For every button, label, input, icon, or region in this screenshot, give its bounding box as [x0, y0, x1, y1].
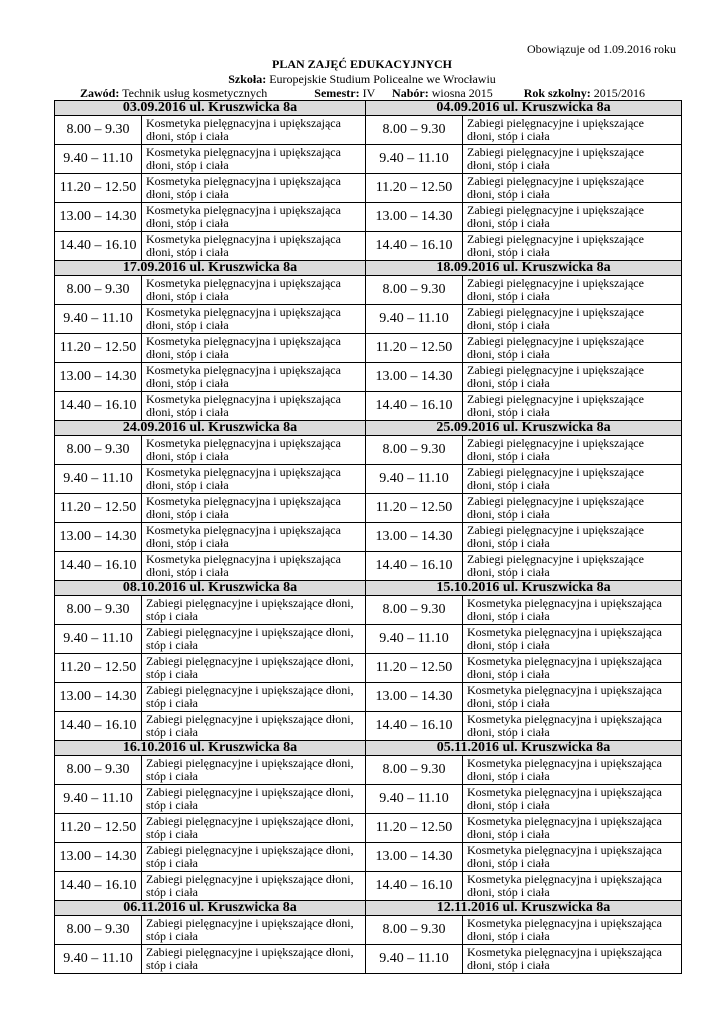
subject-line: Zabiegi pielęgnacyjne i upiększające — [467, 276, 644, 290]
subject-line: stóp i ciała — [146, 725, 198, 739]
time-slot-row — [55, 465, 682, 494]
subject-line: Zabiegi pielęgnacyjne i upiększające — [467, 116, 644, 130]
time-slot-left: 14.40 – 16.10 — [55, 872, 142, 901]
subject-left — [142, 916, 366, 945]
time-slot-right: 8.00 – 9.30 — [366, 756, 463, 785]
time-slot-left: 11.20 – 12.50 — [55, 334, 142, 363]
subject-line: Kosmetyka pielęgnacyjna i upiększająca — [467, 785, 662, 799]
time-slot-left: 8.00 – 9.30 — [55, 596, 142, 625]
date-header-left: 08.10.2016 ul. Kruszwicka 8a — [55, 581, 366, 596]
subject-line: Zabiegi pielęgnacyjne i upiększające — [467, 334, 644, 348]
subject-right — [463, 552, 682, 581]
subject-line: dłoni, stóp i ciała — [146, 478, 229, 492]
time-slot-right: 9.40 – 11.10 — [366, 945, 463, 974]
time-slot-right: 9.40 – 11.10 — [366, 465, 463, 494]
subject-right — [463, 625, 682, 654]
subject-line: stóp i ciała — [146, 798, 198, 812]
subject-line: Kosmetyka pielęgnacyjna i upiększająca — [146, 145, 341, 159]
subject-line: Zabiegi pielęgnacyjne i upiększające — [467, 232, 644, 246]
date-header-row — [55, 421, 682, 436]
subject-line: dłoni, stóp i ciała — [467, 507, 550, 521]
subject-line: Kosmetyka pielęgnacyjna i upiększająca — [146, 276, 341, 290]
subject-line: dłoni, stóp i ciała — [146, 187, 229, 201]
subject-line: dłoni, stóp i ciała — [467, 478, 550, 492]
subject-right — [463, 756, 682, 785]
subject-line: dłoni, stóp i ciała — [146, 318, 229, 332]
subject-line: Kosmetyka pielęgnacyjna i upiększająca — [146, 305, 341, 319]
date-header-right: 05.11.2016 ul. Kruszwicka 8a — [366, 741, 682, 756]
subject-line: Zabiegi pielęgnacyjne i upiększające dłoni, — [146, 712, 354, 726]
time-slot-left: 11.20 – 12.50 — [55, 494, 142, 523]
subject-right — [463, 436, 682, 465]
subject-right — [463, 843, 682, 872]
subject-line: dłoni, stóp i ciała — [467, 696, 550, 710]
subject-right — [463, 334, 682, 363]
subject-left — [142, 232, 366, 261]
time-slot-row — [55, 785, 682, 814]
subject-line: Zabiegi pielęgnacyjne i upiększające — [467, 465, 644, 479]
subject-left — [142, 203, 366, 232]
time-slot-right: 14.40 – 16.10 — [366, 552, 463, 581]
subject-line: Kosmetyka pielęgnacyjna i upiększająca — [146, 552, 341, 566]
subject-right — [463, 596, 682, 625]
subject-line: dłoni, stóp i ciała — [146, 376, 229, 390]
subject-left — [142, 276, 366, 305]
time-slot-row — [55, 683, 682, 712]
subject-line: dłoni, stóp i ciała — [146, 565, 229, 579]
subject-line: dłoni, stóp i ciała — [467, 158, 550, 172]
subject-left — [142, 843, 366, 872]
time-slot-row — [55, 814, 682, 843]
time-slot-left: 9.40 – 11.10 — [55, 305, 142, 334]
time-slot-right: 9.40 – 11.10 — [366, 625, 463, 654]
date-header-left: 06.11.2016 ul. Kruszwicka 8a — [55, 901, 366, 916]
subject-line: Zabiegi pielęgnacyjne i upiększające dłoni, — [146, 814, 354, 828]
subject-line: Kosmetyka pielęgnacyjna i upiększająca — [146, 494, 341, 508]
subject-line: dłoni, stóp i ciała — [467, 929, 550, 943]
time-slot-left: 13.00 – 14.30 — [55, 363, 142, 392]
subject-line: dłoni, stóp i ciała — [146, 129, 229, 143]
semester-label: Semestr: — [314, 86, 360, 100]
meta-line — [80, 86, 645, 101]
time-slot-row — [55, 116, 682, 145]
time-slot-row — [55, 232, 682, 261]
time-slot-left: 11.20 – 12.50 — [55, 654, 142, 683]
subject-line: dłoni, stóp i ciała — [467, 245, 550, 259]
subject-right — [463, 305, 682, 334]
intake-label: Nabór: — [392, 86, 429, 100]
date-header-left: 16.10.2016 ul. Kruszwicka 8a — [55, 741, 366, 756]
subject-line: Zabiegi pielęgnacyjne i upiększające — [467, 145, 644, 159]
subject-line: dłoni, stóp i ciała — [146, 289, 229, 303]
time-slot-row — [55, 945, 682, 974]
subject-line: Zabiegi pielęgnacyjne i upiększające — [467, 203, 644, 217]
time-slot-left: 13.00 – 14.30 — [55, 203, 142, 232]
subject-line: Zabiegi pielęgnacyjne i upiększające — [467, 494, 644, 508]
subject-line: Zabiegi pielęgnacyjne i upiększające dłoni, — [146, 756, 354, 770]
time-slot-row — [55, 843, 682, 872]
time-slot-row — [55, 436, 682, 465]
subject-line: dłoni, stóp i ciała — [467, 827, 550, 841]
subject-line: Kosmetyka pielęgnacyjna i upiększająca — [467, 625, 662, 639]
subject-line: dłoni, stóp i ciała — [467, 638, 550, 652]
subject-line: Zabiegi pielęgnacyjne i upiększające dłoni, — [146, 843, 354, 857]
time-slot-right: 11.20 – 12.50 — [366, 494, 463, 523]
subject-right — [463, 523, 682, 552]
subject-line: dłoni, stóp i ciała — [467, 187, 550, 201]
time-slot-right: 14.40 – 16.10 — [366, 712, 463, 741]
subject-right — [463, 174, 682, 203]
subject-line: stóp i ciała — [146, 769, 198, 783]
subject-line: Zabiegi pielęgnacyjne i upiększające — [467, 552, 644, 566]
subject-line: Kosmetyka pielęgnacyjna i upiększająca — [467, 756, 662, 770]
subject-line: Kosmetyka pielęgnacyjna i upiększająca — [467, 945, 662, 959]
time-slot-right: 11.20 – 12.50 — [366, 174, 463, 203]
time-slot-row — [55, 916, 682, 945]
time-slot-right: 14.40 – 16.10 — [366, 232, 463, 261]
time-slot-right: 13.00 – 14.30 — [366, 843, 463, 872]
time-slot-row — [55, 596, 682, 625]
subject-line: Zabiegi pielęgnacyjne i upiększające dłoni, — [146, 916, 354, 930]
subject-right — [463, 712, 682, 741]
time-slot-right: 8.00 – 9.30 — [366, 116, 463, 145]
subject-line: dłoni, stóp i ciała — [467, 318, 550, 332]
subject-line: Zabiegi pielęgnacyjne i upiększające dłoni, — [146, 683, 354, 697]
subject-line: dłoni, stóp i ciała — [146, 405, 229, 419]
date-header-row — [55, 741, 682, 756]
subject-line: stóp i ciała — [146, 667, 198, 681]
subject-line: dłoni, stóp i ciała — [467, 129, 550, 143]
school-value: Europejskie Studium Policealne we Wrocławiu — [269, 72, 496, 86]
subject-line: dłoni, stóp i ciała — [467, 536, 550, 550]
subject-right — [463, 872, 682, 901]
time-slot-left: 13.00 – 14.30 — [55, 523, 142, 552]
subject-line: Zabiegi pielęgnacyjne i upiększające dłoni, — [146, 872, 354, 886]
time-slot-row — [55, 494, 682, 523]
subject-line: Kosmetyka pielęgnacyjna i upiększająca — [467, 872, 662, 886]
subject-line: stóp i ciała — [146, 856, 198, 870]
subject-right — [463, 945, 682, 974]
time-slot-left: 8.00 – 9.30 — [55, 276, 142, 305]
subject-left — [142, 945, 366, 974]
subject-left — [142, 785, 366, 814]
time-slot-row — [55, 712, 682, 741]
subject-line: Kosmetyka pielęgnacyjna i upiększająca — [146, 363, 341, 377]
subject-right — [463, 683, 682, 712]
subject-left — [142, 625, 366, 654]
semester-value: IV — [362, 86, 376, 100]
time-slot-left: 9.40 – 11.10 — [55, 465, 142, 494]
subject-right — [463, 814, 682, 843]
subject-line: dłoni, stóp i ciała — [467, 958, 550, 972]
subject-left — [142, 436, 366, 465]
school-year-value: 2015/2016 — [593, 86, 646, 100]
time-slot-left: 9.40 – 11.10 — [55, 145, 142, 174]
subject-left — [142, 305, 366, 334]
time-slot-row — [55, 203, 682, 232]
subject-left — [142, 523, 366, 552]
subject-line: dłoni, stóp i ciała — [467, 376, 550, 390]
subject-left — [142, 654, 366, 683]
date-header-row — [55, 101, 682, 116]
subject-right — [463, 145, 682, 174]
subject-line: Kosmetyka pielęgnacyjna i upiększająca — [467, 814, 662, 828]
subject-right — [463, 465, 682, 494]
subject-line: stóp i ciała — [146, 609, 198, 623]
subject-line: Kosmetyka pielęgnacyjna i upiększająca — [146, 203, 341, 217]
subject-left — [142, 145, 366, 174]
time-slot-left: 8.00 – 9.30 — [55, 916, 142, 945]
subject-line: Kosmetyka pielęgnacyjna i upiększająca — [467, 712, 662, 726]
time-slot-row — [55, 305, 682, 334]
date-header-row — [55, 261, 682, 276]
subject-right — [463, 116, 682, 145]
intake-value: wiosna 2015 — [431, 86, 493, 100]
subject-left — [142, 596, 366, 625]
time-slot-right: 9.40 – 11.10 — [366, 305, 463, 334]
subject-line: dłoni, stóp i ciała — [467, 856, 550, 870]
subject-left — [142, 174, 366, 203]
time-slot-row — [55, 872, 682, 901]
time-slot-row — [55, 625, 682, 654]
subject-line: dłoni, stóp i ciała — [467, 769, 550, 783]
date-header-right: 25.09.2016 ul. Kruszwicka 8a — [366, 421, 682, 436]
subject-line: stóp i ciała — [146, 885, 198, 899]
subject-line: Zabiegi pielęgnacyjne i upiększające — [467, 523, 644, 537]
subject-left — [142, 392, 366, 421]
subject-line: Zabiegi pielęgnacyjne i upiększające — [467, 363, 644, 377]
subject-line: Zabiegi pielęgnacyjne i upiększające dłoni, — [146, 596, 354, 610]
subject-left — [142, 756, 366, 785]
school-label: Szkoła: — [228, 72, 267, 86]
time-slot-left: 9.40 – 11.10 — [55, 625, 142, 654]
subject-line: dłoni, stóp i ciała — [467, 798, 550, 812]
subject-line: Zabiegi pielęgnacyjne i upiększające dłoni, — [146, 785, 354, 799]
time-slot-right: 13.00 – 14.30 — [366, 203, 463, 232]
subject-line: Kosmetyka pielęgnacyjna i upiększająca — [146, 174, 341, 188]
time-slot-row — [55, 334, 682, 363]
date-header-left: 03.09.2016 ul. Kruszwicka 8a — [55, 101, 366, 116]
subject-left — [142, 334, 366, 363]
time-slot-left: 14.40 – 16.10 — [55, 552, 142, 581]
subject-line: dłoni, stóp i ciała — [146, 158, 229, 172]
time-slot-row — [55, 174, 682, 203]
subject-line: Kosmetyka pielęgnacyjna i upiększająca — [146, 116, 341, 130]
time-slot-right: 11.20 – 12.50 — [366, 814, 463, 843]
subject-line: Kosmetyka pielęgnacyjna i upiększająca — [467, 683, 662, 697]
time-slot-left: 9.40 – 11.10 — [55, 945, 142, 974]
subject-line: Kosmetyka pielęgnacyjna i upiększająca — [146, 392, 341, 406]
time-slot-row — [55, 145, 682, 174]
subject-line: stóp i ciała — [146, 929, 198, 943]
time-slot-left: 14.40 – 16.10 — [55, 232, 142, 261]
profession-value: Technik usług kosmetycznych — [122, 86, 268, 100]
subject-line: Kosmetyka pielęgnacyjna i upiększająca — [146, 465, 341, 479]
valid-from-note: Obowiązuje od 1.09.2016 roku — [527, 42, 676, 56]
subject-line: Zabiegi pielęgnacyjne i upiększające dłoni, — [146, 625, 354, 639]
time-slot-row — [55, 552, 682, 581]
time-slot-left: 9.40 – 11.10 — [55, 785, 142, 814]
date-header-left: 17.09.2016 ul. Kruszwicka 8a — [55, 261, 366, 276]
time-slot-right: 8.00 – 9.30 — [366, 596, 463, 625]
date-header-left: 24.09.2016 ul. Kruszwicka 8a — [55, 421, 366, 436]
school-year-label: Rok szkolny: — [523, 86, 591, 100]
subject-line: Zabiegi pielęgnacyjne i upiększające — [467, 392, 644, 406]
subject-right — [463, 276, 682, 305]
subject-line: dłoni, stóp i ciała — [467, 289, 550, 303]
subject-line: dłoni, stóp i ciała — [467, 565, 550, 579]
subject-right — [463, 916, 682, 945]
subject-left — [142, 363, 366, 392]
subject-line: Kosmetyka pielęgnacyjna i upiększająca — [146, 232, 341, 246]
subject-line: Zabiegi pielęgnacyjne i upiększające — [467, 174, 644, 188]
subject-left — [142, 494, 366, 523]
time-slot-right: 9.40 – 11.10 — [366, 785, 463, 814]
subject-left — [142, 116, 366, 145]
subject-left — [142, 814, 366, 843]
school-line — [0, 72, 724, 87]
subject-line: dłoni, stóp i ciała — [467, 667, 550, 681]
subject-line: Kosmetyka pielęgnacyjna i upiększająca — [146, 436, 341, 450]
subject-line: dłoni, stóp i ciała — [467, 725, 550, 739]
profession-label: Zawód: — [80, 86, 120, 100]
subject-line: stóp i ciała — [146, 827, 198, 841]
subject-line: Kosmetyka pielęgnacyjna i upiększająca — [467, 843, 662, 857]
time-slot-right: 13.00 – 14.30 — [366, 683, 463, 712]
subject-line: Zabiegi pielęgnacyjne i upiększające dłoni, — [146, 945, 354, 959]
subject-line: dłoni, stóp i ciała — [146, 507, 229, 521]
subject-right — [463, 785, 682, 814]
subject-line: dłoni, stóp i ciała — [467, 347, 550, 361]
subject-line: dłoni, stóp i ciała — [467, 405, 550, 419]
subject-line: stóp i ciała — [146, 638, 198, 652]
time-slot-right: 11.20 – 12.50 — [366, 334, 463, 363]
subject-line: Kosmetyka pielęgnacyjna i upiększająca — [146, 334, 341, 348]
subject-left — [142, 683, 366, 712]
time-slot-row — [55, 392, 682, 421]
time-slot-left: 8.00 – 9.30 — [55, 436, 142, 465]
time-slot-left: 13.00 – 14.30 — [55, 843, 142, 872]
subject-line: dłoni, stóp i ciała — [146, 245, 229, 259]
subject-left — [142, 552, 366, 581]
schedule-table — [54, 100, 682, 974]
time-slot-right: 8.00 – 9.30 — [366, 276, 463, 305]
subject-right — [463, 203, 682, 232]
date-header-row — [55, 901, 682, 916]
subject-line: dłoni, stóp i ciała — [467, 449, 550, 463]
subject-line: Zabiegi pielęgnacyjne i upiększające — [467, 436, 644, 450]
date-header-right: 04.09.2016 ul. Kruszwicka 8a — [366, 101, 682, 116]
subject-left — [142, 872, 366, 901]
subject-right — [463, 494, 682, 523]
subject-line: dłoni, stóp i ciała — [146, 536, 229, 550]
subject-line: Kosmetyka pielęgnacyjna i upiększająca — [146, 523, 341, 537]
date-header-row — [55, 581, 682, 596]
time-slot-right: 8.00 – 9.30 — [366, 916, 463, 945]
time-slot-row — [55, 756, 682, 785]
subject-right — [463, 392, 682, 421]
page-title: PLAN ZAJĘĆ EDUKACYJNYCH — [271, 57, 452, 71]
time-slot-row — [55, 654, 682, 683]
subject-line: dłoni, stóp i ciała — [146, 347, 229, 361]
subject-line: Kosmetyka pielęgnacyjna i upiększająca — [467, 654, 662, 668]
time-slot-right: 11.20 – 12.50 — [366, 654, 463, 683]
date-header-right: 15.10.2016 ul. Kruszwicka 8a — [366, 581, 682, 596]
subject-right — [463, 654, 682, 683]
subject-left — [142, 712, 366, 741]
time-slot-left: 11.20 – 12.50 — [55, 814, 142, 843]
date-header-right: 18.09.2016 ul. Kruszwicka 8a — [366, 261, 682, 276]
subject-line: Zabiegi pielęgnacyjne i upiększające dłoni, — [146, 654, 354, 668]
subject-line: Kosmetyka pielęgnacyjna i upiększająca — [467, 596, 662, 610]
schedule-body — [55, 101, 682, 974]
subject-line: dłoni, stóp i ciała — [467, 216, 550, 230]
time-slot-right: 13.00 – 14.30 — [366, 523, 463, 552]
time-slot-right: 9.40 – 11.10 — [366, 145, 463, 174]
date-header-right: 12.11.2016 ul. Kruszwicka 8a — [366, 901, 682, 916]
subject-line: stóp i ciała — [146, 958, 198, 972]
time-slot-left: 14.40 – 16.10 — [55, 392, 142, 421]
time-slot-right: 14.40 – 16.10 — [366, 872, 463, 901]
time-slot-left: 8.00 – 9.30 — [55, 116, 142, 145]
subject-line: dłoni, stóp i ciała — [146, 216, 229, 230]
time-slot-right: 13.00 – 14.30 — [366, 363, 463, 392]
subject-left — [142, 465, 366, 494]
time-slot-right: 8.00 – 9.30 — [366, 436, 463, 465]
subject-line: dłoni, stóp i ciała — [467, 885, 550, 899]
time-slot-row — [55, 523, 682, 552]
subject-line: Kosmetyka pielęgnacyjna i upiększająca — [467, 916, 662, 930]
time-slot-left: 11.20 – 12.50 — [55, 174, 142, 203]
time-slot-row — [55, 276, 682, 305]
subject-line: Zabiegi pielęgnacyjne i upiększające — [467, 305, 644, 319]
time-slot-right: 14.40 – 16.10 — [366, 392, 463, 421]
subject-right — [463, 232, 682, 261]
time-slot-row — [55, 363, 682, 392]
subject-line: dłoni, stóp i ciała — [146, 449, 229, 463]
subject-right — [463, 363, 682, 392]
time-slot-left: 14.40 – 16.10 — [55, 712, 142, 741]
subject-line: stóp i ciała — [146, 696, 198, 710]
time-slot-left: 13.00 – 14.30 — [55, 683, 142, 712]
subject-line: dłoni, stóp i ciała — [467, 609, 550, 623]
time-slot-left: 8.00 – 9.30 — [55, 756, 142, 785]
